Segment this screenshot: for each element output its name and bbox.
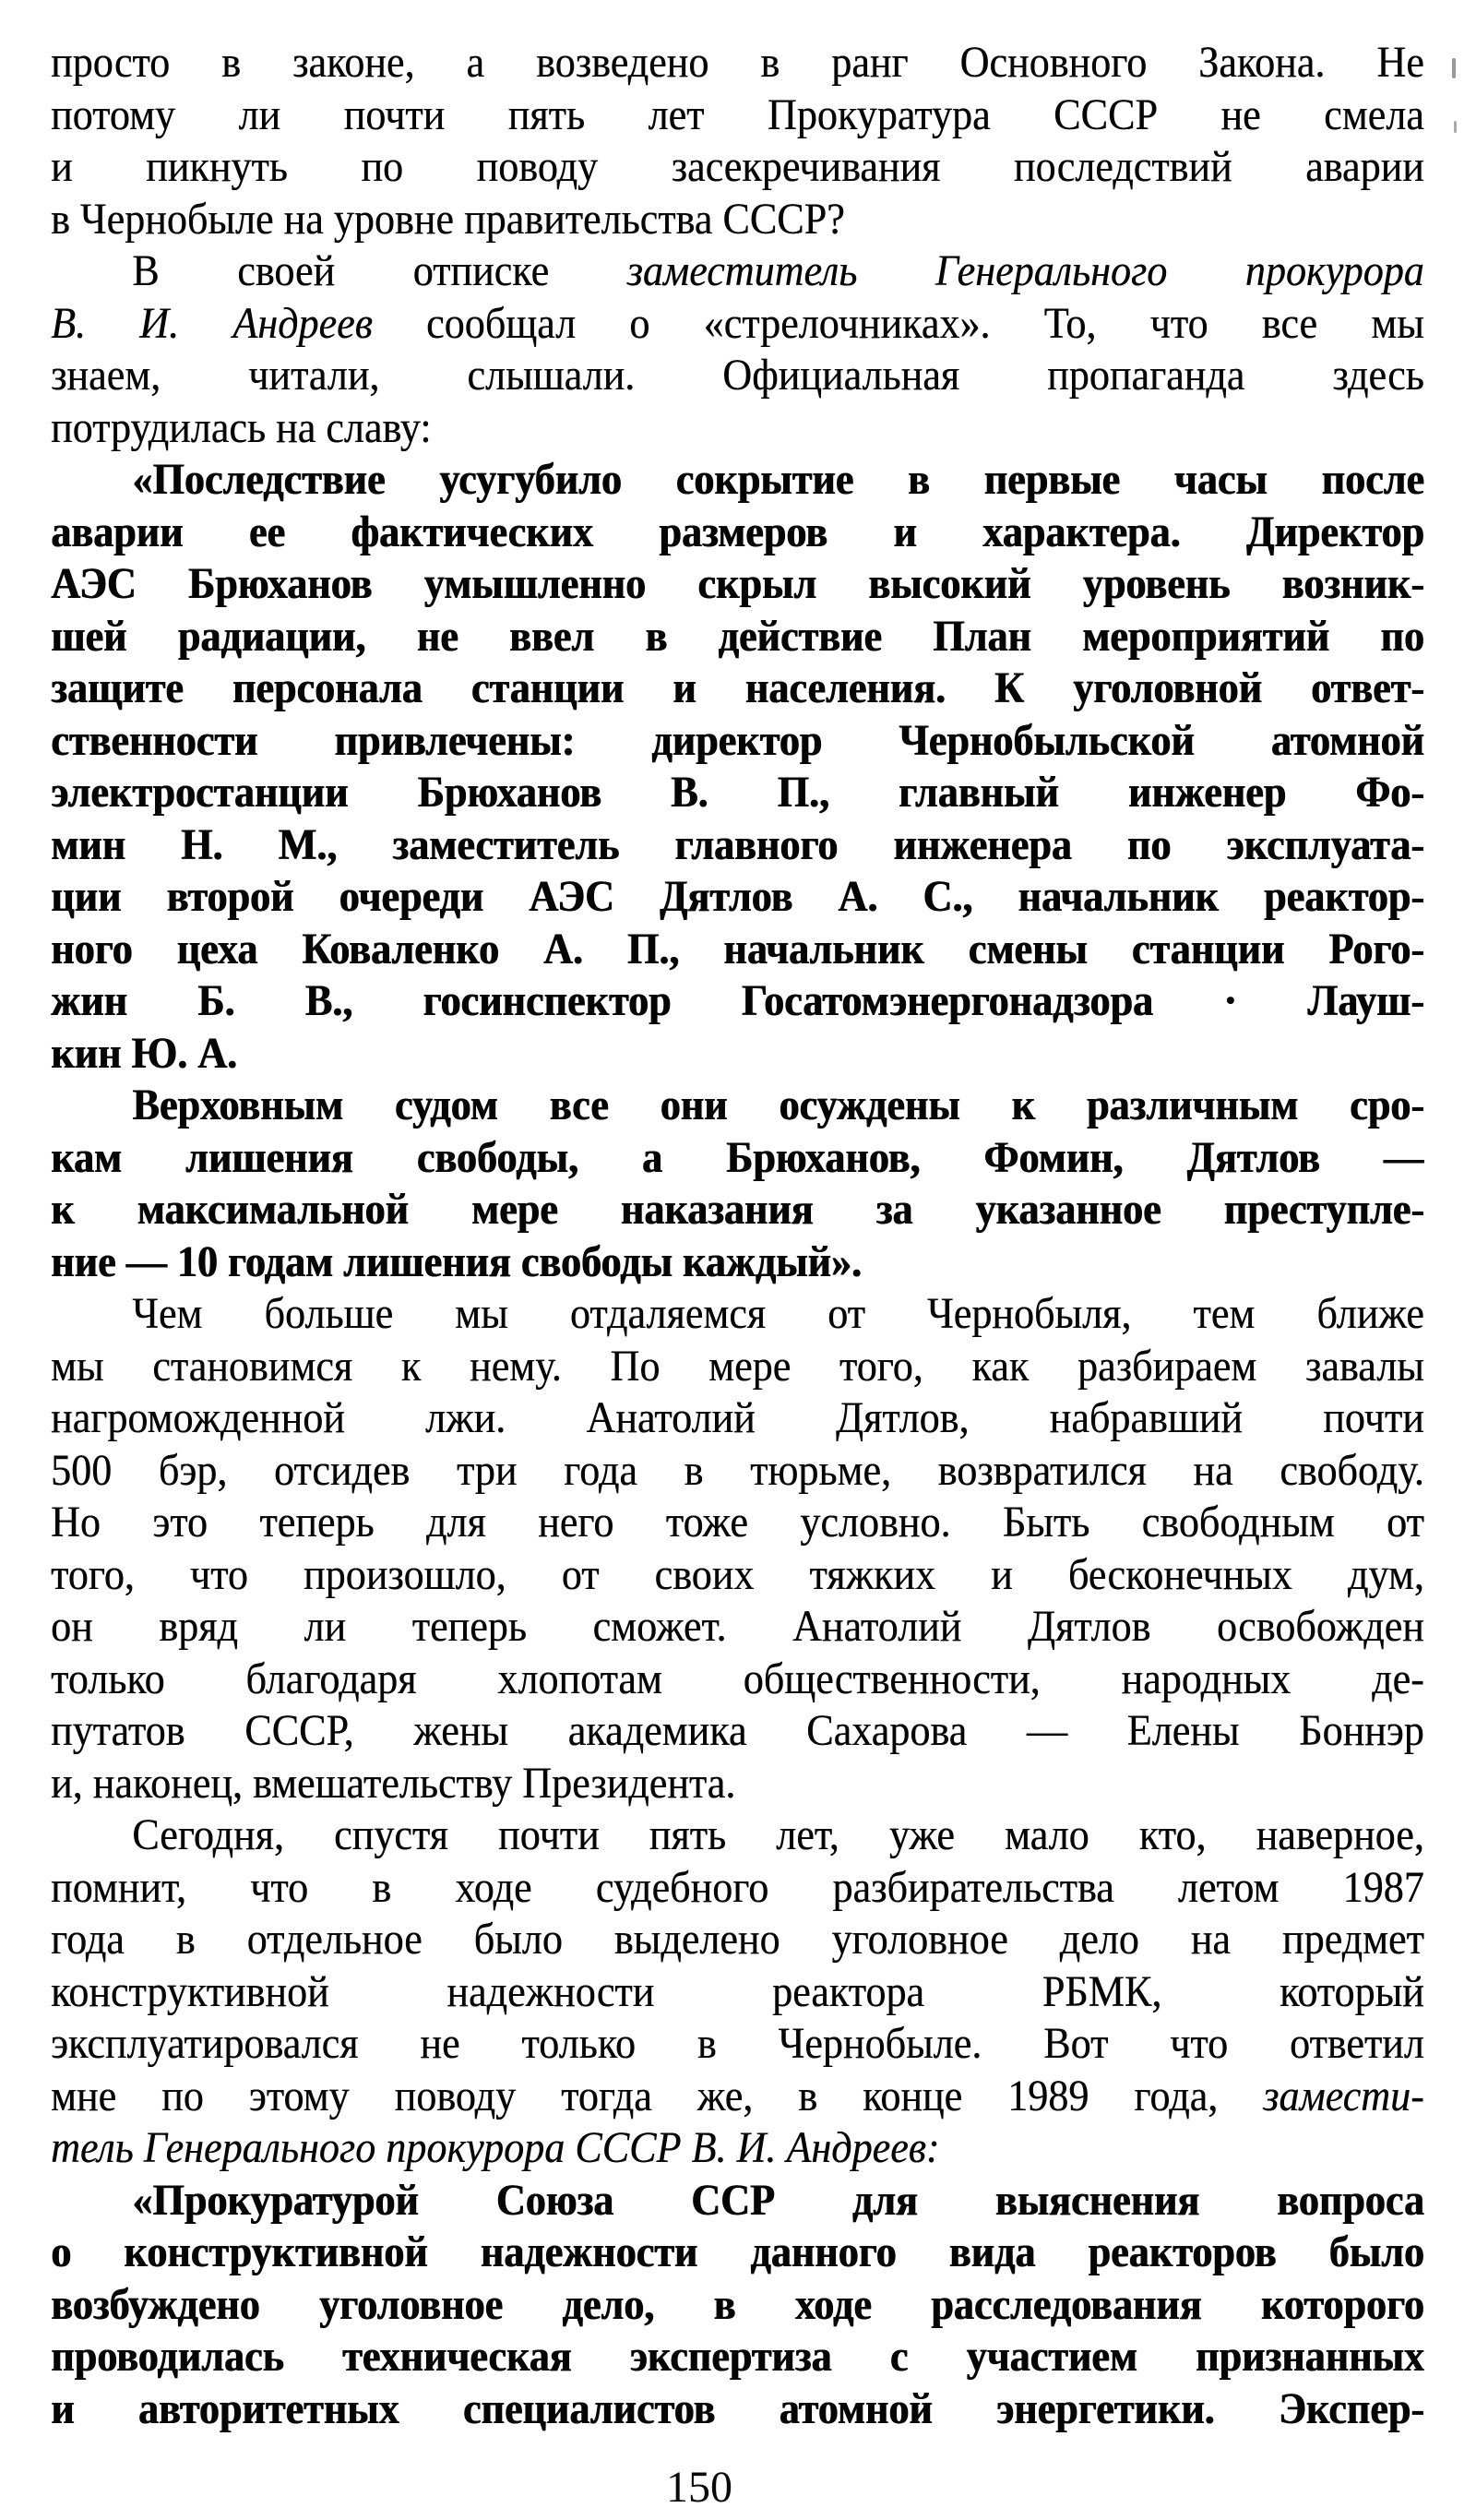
text-line bbox=[51, 1236, 1424, 1289]
text-line bbox=[51, 1914, 1424, 1966]
italic-text-run: заместитель Генерального прокурора bbox=[626, 246, 1424, 295]
text-line bbox=[51, 819, 1424, 872]
text-run: защите персонала станции и населения. К уголовной ответ- bbox=[51, 663, 1424, 712]
text-run: сообщал о «стрелочниках». То, что все мы bbox=[372, 298, 1424, 348]
text-line bbox=[51, 1549, 1424, 1602]
text-run: нагроможденной лжи. Анатолий Дятлов, набравший почти bbox=[51, 1393, 1424, 1442]
text-line bbox=[51, 975, 1424, 1028]
paragraph bbox=[51, 1288, 1424, 1809]
text-line bbox=[51, 1028, 1424, 1081]
text-run: ции второй очереди АЭС Дятлов А. С., начальник реактор- bbox=[51, 872, 1424, 921]
text-run: мин Н. М., заместитель главного инженера по эксплуата- bbox=[51, 819, 1424, 869]
text-run: потрудилась на славу: bbox=[51, 402, 432, 452]
text-run: Верховным судом все они осуждены к различным сро- bbox=[132, 1081, 1424, 1129]
text-run: он вряд ли теперь сможет. Анатолий Дятлов освобожден bbox=[51, 1602, 1424, 1651]
text-line bbox=[51, 1705, 1424, 1758]
text-run: электростанции Брюханов В. П., главный инженер Фо- bbox=[51, 768, 1424, 817]
italic-text-run: В. И. Андреев bbox=[51, 298, 373, 348]
text-run: В своей отписке bbox=[132, 246, 627, 295]
text-line bbox=[51, 90, 1424, 142]
text-run: знаем, читали, слышали. Официальная пропаганда здесь bbox=[51, 351, 1424, 400]
text-line bbox=[51, 298, 1424, 351]
text-line bbox=[51, 1288, 1424, 1341]
text-run: в Чернобыле на уровне правительства СССР? bbox=[51, 194, 845, 244]
text-run: только благодаря хлопотам общественности, народных де- bbox=[51, 1654, 1424, 1703]
text-line bbox=[51, 2018, 1424, 2071]
text-line bbox=[51, 1184, 1424, 1236]
text-run: «Последствие усугубило сокрытие в первые часы после bbox=[132, 455, 1424, 504]
paragraph bbox=[51, 245, 1424, 454]
text-line bbox=[51, 2227, 1424, 2279]
text-line bbox=[51, 1341, 1424, 1393]
paragraph bbox=[51, 37, 1424, 245]
text-run: того, что произошло, от своих тяжких и бесконечных дум, bbox=[51, 1549, 1424, 1599]
text-line bbox=[51, 2175, 1424, 2227]
text-line bbox=[51, 558, 1424, 611]
text-run: Сегодня, спустя почти пять лет, уже мало кто, наверное, bbox=[132, 1810, 1424, 1859]
text-run: и авторитетных специалистов атомной энергетики. Экспер- bbox=[51, 2383, 1424, 2433]
text-line bbox=[51, 454, 1424, 507]
text-line bbox=[51, 871, 1424, 924]
text-run: просто в законе, а возведено в ранг Основного Закона. Не bbox=[51, 38, 1424, 87]
text-run: эксплуатировался не только в Чернобыле. Вот что ответил bbox=[51, 2019, 1424, 2068]
text-run: Но это теперь для него тоже условно. Быть свободным от bbox=[51, 1498, 1424, 1547]
scan-artifact bbox=[1454, 121, 1457, 133]
text-line bbox=[51, 1758, 1424, 1810]
text-run: конструктивной надежности реактора РБМК, который bbox=[51, 1966, 1424, 2016]
paragraph bbox=[51, 1809, 1424, 2175]
text-line bbox=[51, 2122, 1424, 2175]
text-run: «Прокуратурой Союза ССР для выяснения вопроса bbox=[132, 2175, 1424, 2225]
text-line bbox=[51, 2383, 1424, 2436]
text-line bbox=[51, 402, 1424, 455]
paragraph bbox=[51, 1080, 1424, 1288]
text-run: ние — 10 годам лишения свободы каждый». bbox=[51, 1236, 862, 1286]
text-line bbox=[51, 2331, 1424, 2383]
text-line bbox=[51, 350, 1424, 402]
text-line bbox=[51, 1601, 1424, 1654]
text-run: помнит, что в ходе судебного разбирательства летом 1987 bbox=[51, 1862, 1424, 1912]
text-line bbox=[51, 2279, 1424, 2332]
text-run: шей радиации, не ввел в действие План мероприятий по bbox=[51, 611, 1424, 661]
text-run: кин Ю. А. bbox=[51, 1028, 237, 1078]
text-line bbox=[51, 1392, 1424, 1445]
italic-text-run: замести- bbox=[1263, 2071, 1424, 2120]
text-run: аварии ее фактических размеров и характера. Директор bbox=[51, 507, 1424, 556]
text-run: о конструктивной надежности данного вида реакторов было bbox=[51, 2227, 1424, 2276]
text-run: проводилась техническая экспертиза с участием признанных bbox=[51, 2332, 1424, 2381]
text-line bbox=[51, 37, 1424, 90]
text-line bbox=[51, 767, 1424, 819]
text-line bbox=[51, 1497, 1424, 1549]
text-run: возбуждено уголовное дело, в ходе расследования которого bbox=[51, 2279, 1424, 2329]
text-run: ного цеха Коваленко А. П., начальник смены станции Рого- bbox=[51, 924, 1424, 973]
text-run: и, наконец, вмешательству Президента. bbox=[51, 1758, 736, 1808]
text-run: Чем больше мы отдаляемся от Чернобыля, тем ближе bbox=[132, 1289, 1424, 1338]
text-line bbox=[51, 1132, 1424, 1185]
text-run: мне по этому поводу тогда же, в конце 1989 года, bbox=[51, 2071, 1264, 2120]
text-line bbox=[51, 245, 1424, 298]
text-line bbox=[51, 141, 1424, 194]
text-run: к максимальной мере наказания за указанное преступле- bbox=[51, 1185, 1424, 1234]
scan-artifact bbox=[1452, 58, 1456, 78]
text-run: путатов СССР, жены академика Сахарова — Елены Боннэр bbox=[51, 1706, 1424, 1755]
text-run: 500 бэр, отсидев три года в тюрьме, возвратился на свободу. bbox=[51, 1445, 1424, 1495]
text-run: мы становимся к нему. По мере того, как разбираем завалы bbox=[51, 1341, 1424, 1391]
text-line bbox=[51, 507, 1424, 559]
text-run: кам лишения свободы, а Брюханов, Фомин, Дятлов — bbox=[51, 1132, 1424, 1182]
text-line bbox=[51, 924, 1424, 976]
text-line bbox=[51, 1445, 1424, 1498]
text-run: жин Б. В., госинспектор Госатомэнергонадзора · Лауш- bbox=[51, 976, 1424, 1025]
text-line bbox=[51, 1862, 1424, 1915]
paragraph bbox=[51, 2175, 1424, 2436]
text-line bbox=[51, 1809, 1424, 1862]
text-run: АЭС Брюханов умышленно скрыл высокий уровень возник- bbox=[51, 559, 1424, 608]
text-line bbox=[51, 2071, 1424, 2123]
italic-text-run: тель Генерального прокурора СССР В. И. Андреев: bbox=[51, 2123, 940, 2172]
text-line bbox=[51, 611, 1424, 663]
page-number: 150 bbox=[666, 2463, 732, 2512]
text-line bbox=[51, 194, 1424, 246]
text-run: потому ли почти пять лет Прокуратура СССР не смела bbox=[51, 90, 1424, 139]
text-run: года в отдельное было выделено уголовное дело на предмет bbox=[51, 1915, 1424, 1964]
text-line bbox=[51, 1080, 1424, 1132]
text-block bbox=[51, 37, 1424, 2435]
text-run: ственности привлечены: директор Чернобыльской атомной bbox=[51, 715, 1424, 765]
text-line bbox=[51, 663, 1424, 715]
text-run: и пикнуть по поводу засекречивания последствий аварии bbox=[51, 142, 1424, 191]
paragraph bbox=[51, 454, 1424, 1080]
text-line bbox=[51, 1966, 1424, 2019]
text-line bbox=[51, 715, 1424, 768]
text-line bbox=[51, 1654, 1424, 1706]
